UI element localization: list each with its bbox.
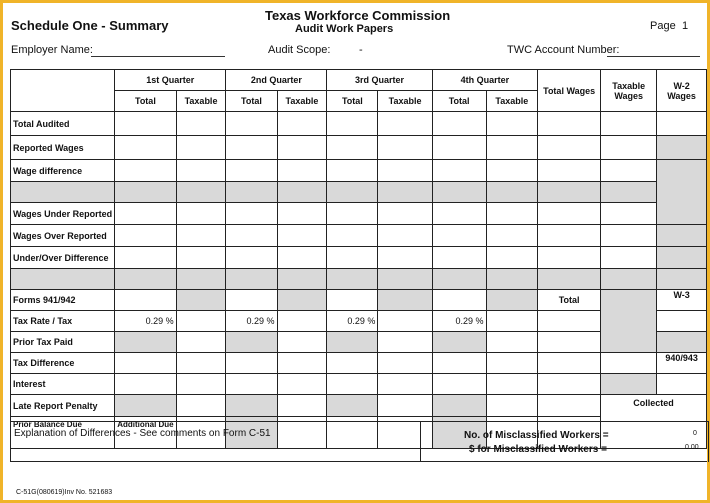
additional-due-label: Additional Due (115, 417, 176, 449)
row-total-audited (11, 112, 707, 136)
total-label: Total (538, 290, 601, 311)
w2-wages-header: W-2 Wages (657, 70, 707, 112)
row-reported-wages (11, 136, 707, 160)
prior-balance-label: Prior Balance Due (13, 420, 82, 429)
row-interest (11, 374, 707, 395)
row-wages-over (11, 225, 707, 247)
collected-label: Collected (601, 395, 707, 449)
q4-total-sub: Total (432, 91, 486, 112)
q1-header: 1st Quarter (115, 70, 226, 91)
row-forms (11, 290, 707, 311)
row-label: Tax Rate / Tax (11, 311, 115, 332)
q2-header: 2nd Quarter (226, 70, 327, 91)
q2-total-sub: Total (226, 91, 277, 112)
employer-field[interactable] (91, 56, 225, 57)
row-label: Under/Over Difference (11, 247, 115, 269)
dollars-value: 0.00 (685, 444, 699, 451)
misclassified-value: 0 (693, 430, 697, 437)
row-label: Prior Tax Paid (11, 332, 115, 353)
form-940-label: 940/943 (657, 353, 707, 374)
q2-taxable-sub: Taxable (277, 91, 327, 112)
row-label: Wages Over Reported (11, 225, 115, 247)
row-wages-under (11, 203, 707, 225)
row-label: Late Report Penalty (11, 395, 115, 417)
q3-header: 3rd Quarter (327, 70, 432, 91)
row-wage-difference (11, 160, 707, 182)
row-label: Interest (11, 374, 115, 395)
twc-account-label: TWC Account Number: (507, 44, 620, 56)
row-under-over (11, 247, 707, 269)
document-page (3, 3, 707, 500)
row-label: Wages Under Reported (11, 203, 115, 225)
q4-rate: 0.29 % (432, 311, 486, 332)
org-title: Texas Workforce Commission (265, 8, 451, 23)
employer-label: Employer Name: (11, 44, 93, 56)
q4-header: 4th Quarter (432, 70, 537, 91)
schedule-title: Schedule One - Summary (11, 18, 169, 33)
form-id: C-51G(080619)Inv No. 521683 (16, 489, 113, 496)
q4-taxable-sub: Taxable (486, 91, 538, 112)
doc-subtitle: Audit Work Papers (295, 23, 394, 35)
row-tax-difference (11, 353, 707, 374)
q3-total-sub: Total (327, 91, 378, 112)
q3-rate: 0.29 % (327, 311, 378, 332)
q1-total-sub: Total (115, 91, 176, 112)
q1-taxable-sub: Taxable (176, 91, 226, 112)
dollars-label: $ for Misclassified Workers = (469, 444, 607, 455)
row-label: Wage difference (11, 160, 115, 182)
corner-cell (11, 70, 115, 112)
row-label: Reported Wages (11, 136, 115, 160)
page-number: 1 (682, 20, 689, 32)
misclassified-label: No. of Misclassified Workers = (464, 430, 609, 441)
row-late-penalty (11, 395, 707, 417)
taxable-wages-header: Taxable Wages (601, 70, 657, 112)
q2-rate: 0.29 % (226, 311, 277, 332)
w3-label: W-3 (657, 290, 707, 311)
explanation-bottom (10, 461, 707, 462)
explanation-divider (420, 421, 421, 461)
row-label: Forms 941/942 (11, 290, 115, 311)
row-label: Total Audited (11, 112, 115, 136)
page-label: Page (650, 20, 676, 32)
q1-rate: 0.29 % (115, 311, 176, 332)
total-wages-header: Total Wages (538, 70, 601, 112)
scope-value: - (359, 44, 363, 56)
row-label: Tax Difference (11, 353, 115, 374)
q3-taxable-sub: Taxable (378, 91, 432, 112)
scope-label: Audit Scope: (268, 44, 331, 56)
explanation-text: Explanation of Differences - See comments on Form C-51 (14, 428, 271, 439)
twc-account-field[interactable] (607, 56, 700, 57)
summary-table (10, 69, 707, 449)
